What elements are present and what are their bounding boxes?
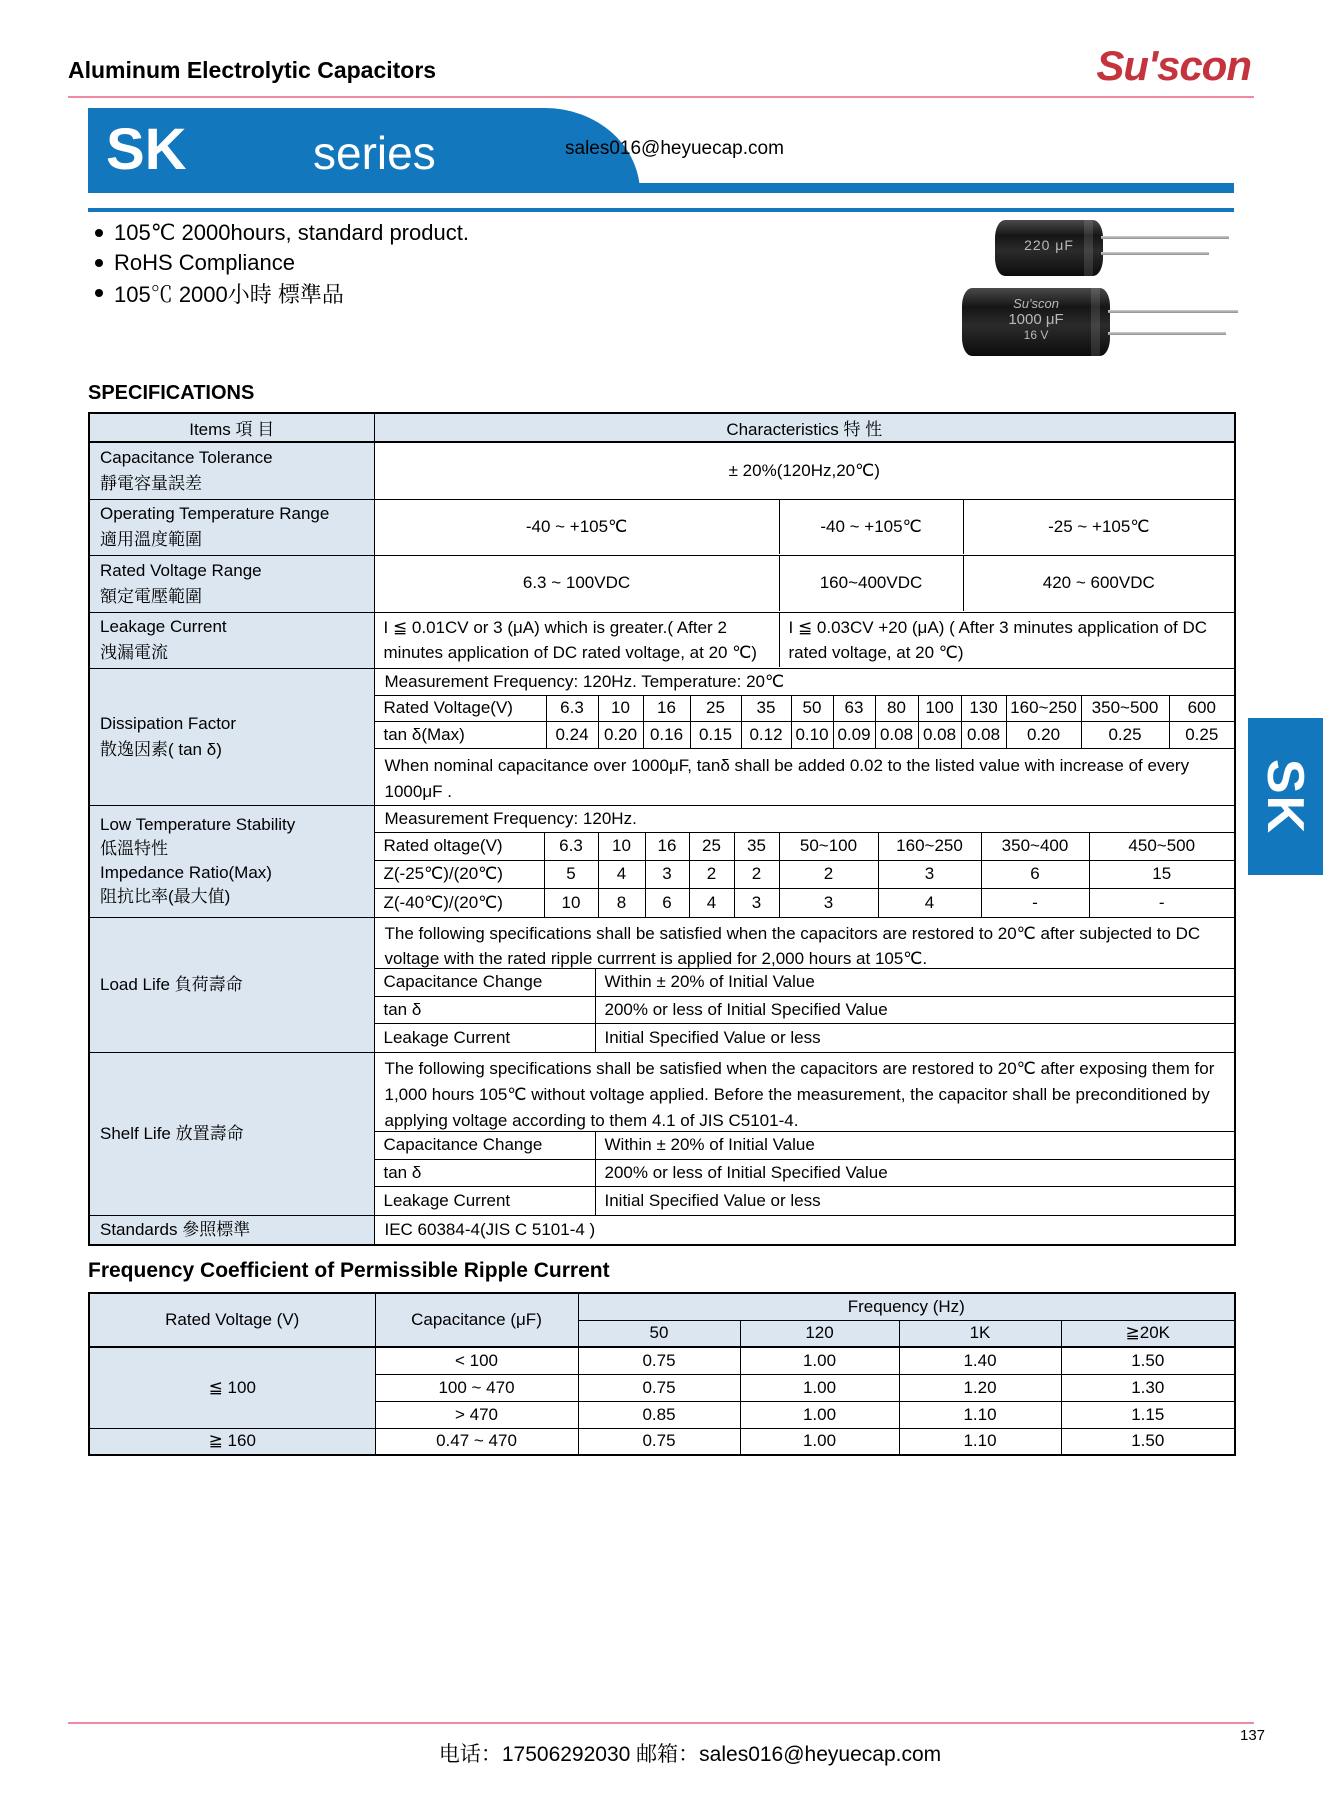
- freq-data-row: [89, 1428, 1235, 1455]
- feature-item: [95, 278, 469, 308]
- freq-col-header: ≧20K: [1061, 1320, 1235, 1347]
- capacitor-marking: 1000 μF: [1008, 311, 1064, 328]
- items-header: Items 項 目: [89, 413, 374, 442]
- rated-voltage-values: [374, 555, 1235, 612]
- series-banner: [88, 108, 640, 193]
- impedance-z25-row: [375, 861, 1235, 889]
- freq-header-row: [89, 1293, 1235, 1320]
- tand-value: 0.20: [599, 722, 644, 749]
- criteria-value: Initial Specified Value or less: [604, 1190, 821, 1210]
- feature-text: RoHS Compliance: [114, 250, 295, 275]
- tand-value: 0.08: [876, 722, 919, 749]
- bullet-icon: [95, 229, 103, 237]
- leakage-current-row: [89, 612, 1235, 668]
- table-header-row: [89, 413, 1235, 442]
- coefficient-value: 0.75: [578, 1374, 740, 1401]
- coefficient-value: 1.15: [1061, 1401, 1235, 1428]
- temp-range-cell: -40 ~ +105℃: [780, 500, 964, 554]
- criteria-row: [375, 1024, 1235, 1052]
- frequency-header: Frequency (Hz): [578, 1293, 1235, 1320]
- shelf-life-content: [374, 1052, 1235, 1215]
- feature-item: [95, 248, 469, 278]
- impedance-value: 6: [982, 861, 1090, 889]
- impedance-value: 2: [735, 861, 780, 889]
- tand-value: 0.15: [691, 722, 742, 749]
- criteria-label: tan δ: [375, 997, 596, 1024]
- banner-underline: [88, 208, 1234, 212]
- row-label-line: Low Temperature Stability: [100, 815, 296, 834]
- criteria-label: Capacitance Change: [375, 969, 596, 997]
- frequency-coefficient-table: [88, 1292, 1236, 1456]
- contact-email: sales016@heyuecap.com: [565, 138, 784, 159]
- criteria-value: Initial Specified Value or less: [604, 1027, 821, 1047]
- row-label-en: Capacitance Tolerance: [100, 447, 273, 467]
- row-label: [89, 499, 374, 555]
- row-label-line: 低溫特性: [100, 839, 168, 858]
- row-label-en: Operating Temperature Range: [100, 504, 330, 523]
- coefficient-value: 1.50: [1061, 1347, 1235, 1374]
- row-label-zh: 適用溫度範圍: [100, 530, 202, 549]
- voltage-col: 16: [644, 696, 691, 722]
- feature-item: [95, 218, 469, 248]
- voltage-col: 50~100: [780, 833, 879, 861]
- impedance-value: 2: [690, 861, 735, 889]
- impedance-value: -: [982, 889, 1090, 917]
- voltage-col: 100: [919, 696, 962, 722]
- impedance-value: 3: [780, 889, 879, 917]
- capacitor-marking: 220 μF: [1024, 237, 1074, 253]
- capacitor-brand: Su'scon: [1013, 296, 1059, 311]
- coefficient-value: 1.00: [740, 1374, 899, 1401]
- header-divider: [68, 96, 1254, 98]
- tand-value: 0.20: [1007, 722, 1082, 749]
- coefficient-value: 0.75: [578, 1347, 740, 1374]
- coefficient-value: 1.20: [899, 1374, 1061, 1401]
- dissipation-factor-row: [89, 668, 1235, 805]
- footer-contact: 电话：17506292030 邮箱：sales016@heyuecap.com: [438, 1743, 942, 1766]
- voltage-col: 35: [742, 696, 792, 722]
- row-label: [89, 668, 374, 805]
- impedance-value: 15: [1090, 861, 1235, 889]
- tand-value: 0.08: [919, 722, 962, 749]
- impedance-value: 3: [646, 861, 690, 889]
- coefficient-value: 1.00: [740, 1428, 899, 1455]
- voltage-group: ≧ 160: [89, 1428, 375, 1455]
- characteristics-header: Characteristics 特 性: [374, 413, 1235, 442]
- capacitor-photo-large: [962, 288, 1110, 356]
- voltage-col: 350~400: [982, 833, 1090, 861]
- page-title: Aluminum Electrolytic Capacitors: [68, 57, 437, 83]
- tand-value: 0.25: [1082, 722, 1170, 749]
- row-label-line: Impedance Ratio(Max): [100, 863, 272, 882]
- criteria-value: 200% or less of Initial Specified Value: [596, 1160, 1235, 1187]
- voltage-col: 10: [599, 696, 644, 722]
- capacitor-voltage: 16 V: [1023, 328, 1049, 342]
- coefficient-value: 1.00: [740, 1401, 899, 1428]
- voltage-col: 25: [690, 833, 735, 861]
- voltage-col: 16: [646, 833, 690, 861]
- series-code: SK: [106, 117, 187, 182]
- capacitor-photo-small: [995, 220, 1103, 276]
- voltage-col: 350~500: [1082, 696, 1170, 722]
- impedance-value: 5: [545, 861, 599, 889]
- subtable-row-label: Rated Voltage(V): [375, 696, 547, 722]
- row-label: [89, 612, 374, 668]
- impedance-value: 2: [780, 861, 879, 889]
- coefficient-value: 1.00: [740, 1347, 899, 1374]
- voltage-col: 6.3: [545, 833, 599, 861]
- subtable-row-label: Z(-40℃)/(20℃): [375, 889, 545, 917]
- lowtemp-voltage-header-row: [375, 833, 1235, 861]
- series-side-tab: [1248, 718, 1323, 875]
- dissipation-voltage-header-row: [375, 696, 1235, 722]
- criteria-row: [375, 1160, 1235, 1187]
- impedance-value: 3: [879, 861, 982, 889]
- subtable-row-label: tan δ(Max): [375, 722, 547, 749]
- operating-temperature-values: [374, 499, 1235, 555]
- bullet-icon: [95, 259, 103, 267]
- coefficient-value: 1.10: [899, 1428, 1061, 1455]
- feature-list: [95, 218, 469, 308]
- capacitor-body: [962, 288, 1110, 356]
- capacitor-body: [995, 220, 1103, 276]
- coefficient-value: 0.75: [578, 1428, 740, 1455]
- rated-voltage-header: Rated Voltage (V): [89, 1293, 375, 1347]
- capacitance-range: > 470: [375, 1401, 578, 1428]
- tand-value: 0.08: [962, 722, 1007, 749]
- row-label-zh: 散逸因素( tan δ): [100, 739, 222, 759]
- standards-value: IEC 60384-4(JIS C 5101-4 ): [374, 1215, 1235, 1245]
- impedance-value: 4: [690, 889, 735, 917]
- footer-divider: [68, 1722, 1254, 1724]
- voltage-range-cell: 6.3 ~ 100VDC: [375, 556, 780, 611]
- voltage-col: 50: [792, 696, 834, 722]
- tand-value: 0.25: [1170, 722, 1235, 749]
- coefficient-value: 1.10: [899, 1401, 1061, 1428]
- capacitance-header: Capacitance (μF): [375, 1293, 578, 1347]
- criteria-row: [375, 997, 1235, 1024]
- criteria-label: Leakage Current: [375, 1187, 596, 1215]
- impedance-value: 10: [545, 889, 599, 917]
- low-temperature-content: [374, 805, 1235, 917]
- coefficient-value: 1.30: [1061, 1374, 1235, 1401]
- voltage-col: 160~250: [879, 833, 982, 861]
- criteria-value: 200% or less of Initial Specified Value: [596, 997, 1235, 1024]
- dissipation-note: When nominal capacitance over 1000μF, tanδ shall be added 0.02 to the listed value with increase of every 1000μF .: [384, 755, 1190, 801]
- voltage-col: 450~500: [1090, 833, 1235, 861]
- coefficient-value: 0.85: [578, 1401, 740, 1428]
- row-label: [89, 805, 374, 917]
- capacitance-tolerance-value: ± 20%(120Hz,20℃): [374, 442, 1235, 499]
- row-label: Standards 參照標準: [89, 1215, 374, 1245]
- shelf-life-row: [89, 1052, 1235, 1215]
- coefficient-value: 1.40: [899, 1347, 1061, 1374]
- specifications-table: [88, 412, 1236, 1246]
- impedance-value: 8: [599, 889, 646, 917]
- operating-temperature-row: [89, 499, 1235, 555]
- voltage-col: 35: [735, 833, 780, 861]
- feature-text: 105℃ 2000小時 標準品: [114, 281, 344, 307]
- voltage-col: 130: [962, 696, 1007, 722]
- impedance-value: 4: [879, 889, 982, 917]
- criteria-row: [375, 1132, 1235, 1160]
- voltage-col: 10: [599, 833, 646, 861]
- row-label: Shelf Life 放置壽命: [89, 1052, 374, 1215]
- low-temperature-row: [89, 805, 1235, 917]
- brand-logo: Su'scon: [1096, 42, 1251, 89]
- impedance-value: -: [1158, 892, 1165, 912]
- voltage-col: 6.3: [547, 696, 599, 722]
- measurement-condition: Measurement Frequency: 120Hz. Temperature: 20℃: [375, 669, 1235, 696]
- voltage-range-cell: 160~400VDC: [780, 556, 964, 611]
- banner-bar: [88, 183, 1234, 193]
- load-life-row: [89, 917, 1235, 1052]
- impedance-value: 4: [599, 861, 646, 889]
- bullet-icon: [95, 289, 103, 297]
- impedance-value: 3: [735, 889, 780, 917]
- criteria-label: tan δ: [375, 1160, 596, 1187]
- freq-data-row: [89, 1347, 1235, 1374]
- standards-row: [89, 1215, 1235, 1245]
- capacitance-range: 100 ~ 470: [375, 1374, 578, 1401]
- freq-col-header: 120: [740, 1320, 899, 1347]
- tand-value: 0.10: [792, 722, 834, 749]
- freq-col-header: 50: [578, 1320, 740, 1347]
- subtable-row-label: Rated oltage(V): [375, 833, 545, 861]
- feature-text: 105℃ 2000hours, standard product.: [114, 220, 469, 245]
- dissipation-factor-content: [374, 668, 1235, 805]
- capacitor-lead: [1101, 252, 1209, 255]
- temp-range-cell: -25 ~ +105℃: [1048, 516, 1150, 536]
- row-label: [89, 442, 374, 499]
- capacitor-lead: [1108, 332, 1226, 335]
- row-label-zh: 額定電壓範圍: [100, 586, 202, 606]
- row-label: Load Life 負荷壽命: [89, 917, 374, 1052]
- tand-value: 0.24: [547, 722, 599, 749]
- frequency-section-title: Frequency Coefficient of Permissible Ripple Current: [88, 1259, 610, 1282]
- series-side-tab-label: SK: [1256, 758, 1315, 835]
- leakage-spec-cell: I ≦ 0.01CV or 3 (μA) which is greater.( After 2 minutes application of DC rated voltage, at 20 ℃): [375, 613, 780, 667]
- voltage-col: 63: [834, 696, 876, 722]
- voltage-col: 80: [876, 696, 919, 722]
- row-label-zh: 洩漏電流: [100, 643, 168, 662]
- capacitance-tolerance-row: [89, 442, 1235, 499]
- row-label-line: 阻抗比率(最大值): [100, 887, 231, 906]
- capacitance-range: < 100: [375, 1347, 578, 1374]
- voltage-col: 160~250: [1007, 696, 1082, 722]
- voltage-col: 25: [691, 696, 742, 722]
- criteria-label: Capacitance Change: [375, 1132, 596, 1160]
- impedance-value: 6: [646, 889, 690, 917]
- voltage-col: 600: [1170, 696, 1235, 722]
- voltage-group: ≦ 100: [89, 1347, 375, 1428]
- dissipation-tand-row: [375, 722, 1235, 749]
- criteria-value: Within ± 20% of Initial Value: [596, 1132, 1235, 1160]
- rated-voltage-row: [89, 555, 1235, 612]
- voltage-range-cell: 420 ~ 600VDC: [1042, 573, 1155, 592]
- row-label-en: Rated Voltage Range: [100, 560, 262, 580]
- impedance-z40-row: [375, 889, 1235, 917]
- capacitance-range: 0.47 ~ 470: [375, 1428, 578, 1455]
- capacitor-lead: [1101, 236, 1229, 239]
- capacitor-lead: [1108, 310, 1238, 313]
- coefficient-value: 1.50: [1061, 1428, 1235, 1455]
- tand-value: 0.09: [834, 722, 876, 749]
- leakage-spec-cell: I ≦ 0.03CV +20 (μA) ( After 3 minutes application of DC rated voltage, at 20 ℃): [788, 617, 1208, 662]
- specifications-title: SPECIFICATIONS: [88, 382, 255, 404]
- load-life-content: [374, 917, 1235, 1052]
- series-word: series: [313, 127, 436, 179]
- criteria-row: [375, 969, 1235, 997]
- tand-value: 0.12: [742, 722, 792, 749]
- measurement-condition: Measurement Frequency: 120Hz.: [375, 806, 1235, 833]
- load-life-description: The following specifications shall be satisfied when the capacitors are restored to 20℃ after subjected to DC voltage with the rated ripple currrent is applied for 2,000 hours at 105℃.: [375, 918, 1235, 969]
- row-label-en: Dissipation Factor: [100, 713, 237, 733]
- row-label-en: Leakage Current: [100, 617, 227, 636]
- freq-col-header: 1K: [899, 1320, 1061, 1347]
- subtable-row-label: Z(-25℃)/(20℃): [375, 861, 545, 889]
- leakage-current-values: [374, 612, 1235, 668]
- criteria-label: Leakage Current: [375, 1024, 596, 1052]
- shelf-life-description: The following specifications shall be satisfied when the capacitors are restored to 20℃ after exposing them for 1,000 hours 105℃ without voltage applied. Before the measurement, the capacitor shall be preconditioned by applying voltage according to them 4.1 of JIS C5101-4.: [375, 1053, 1235, 1132]
- row-label-zh: 靜電容量誤差: [100, 473, 202, 493]
- temp-range-cell: -40 ~ +105℃: [375, 500, 780, 554]
- tand-value: 0.16: [644, 722, 691, 749]
- row-label: [89, 555, 374, 612]
- page-number: 137: [1240, 1727, 1266, 1744]
- criteria-row: [375, 1187, 1235, 1215]
- criteria-value: Within ± 20% of Initial Value: [596, 969, 1235, 997]
